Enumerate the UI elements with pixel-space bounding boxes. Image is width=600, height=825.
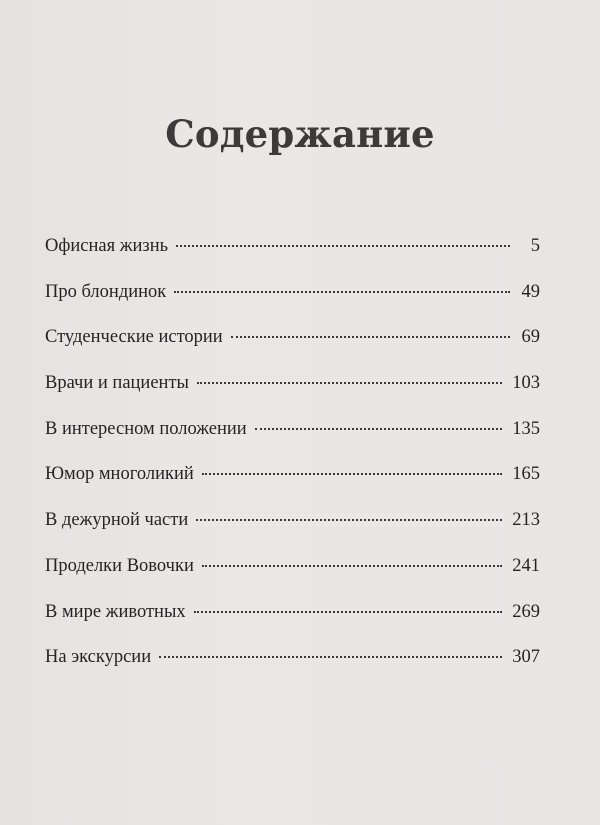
- toc-entry: [45, 236, 540, 282]
- toc-entry-page: 135: [512, 418, 540, 439]
- toc-entry-title: Про блондинок: [45, 281, 167, 302]
- toc-entry-page: 5: [530, 236, 540, 256]
- toc-entry-page: 49: [521, 281, 540, 302]
- toc-entry-title: Проделки Вовочки: [45, 555, 194, 576]
- toc-entry-title: В дежурной части: [45, 510, 189, 531]
- toc-entry-title: На экскурсии: [45, 647, 152, 668]
- toc-entry: [45, 647, 540, 693]
- toc-entry-title: Врачи и пациенты: [45, 373, 189, 394]
- dot-leader: [176, 245, 510, 247]
- page-title: Содержание: [165, 112, 435, 156]
- toc-entry: [45, 327, 540, 373]
- dot-leader: [202, 473, 502, 475]
- dot-leader: [159, 656, 502, 658]
- dot-leader: [194, 611, 503, 613]
- toc-entry: [45, 556, 540, 602]
- toc-entry: [45, 510, 540, 556]
- toc-entry: [45, 602, 540, 648]
- toc-entry-title: В мире животных: [45, 601, 186, 622]
- toc-entry-title: В интересном положении: [45, 418, 247, 439]
- dot-leader: [202, 565, 502, 567]
- dot-leader: [255, 428, 503, 430]
- toc-entry-page: 213: [512, 510, 540, 531]
- toc-entry-title: Юмор многоликий: [45, 464, 194, 485]
- table-of-contents: [45, 236, 540, 693]
- toc-entry-title: Студенческие истории: [45, 327, 223, 348]
- toc-entry: [45, 419, 540, 465]
- toc-entry-page: 165: [512, 464, 540, 485]
- dot-leader: [174, 291, 510, 293]
- dot-leader: [196, 519, 502, 521]
- toc-entry-page: 103: [512, 373, 540, 394]
- toc-entry: [45, 373, 540, 419]
- toc-entry-page: 269: [512, 601, 540, 622]
- dot-leader: [197, 382, 502, 384]
- dot-leader: [231, 336, 510, 338]
- toc-entry: [45, 282, 540, 328]
- toc-entry-page: 69: [521, 327, 540, 348]
- toc-entry: [45, 464, 540, 510]
- toc-entry-page: 241: [512, 555, 540, 576]
- toc-entry-page: 307: [512, 647, 540, 668]
- toc-entry-title: Офисная жизнь: [45, 236, 169, 256]
